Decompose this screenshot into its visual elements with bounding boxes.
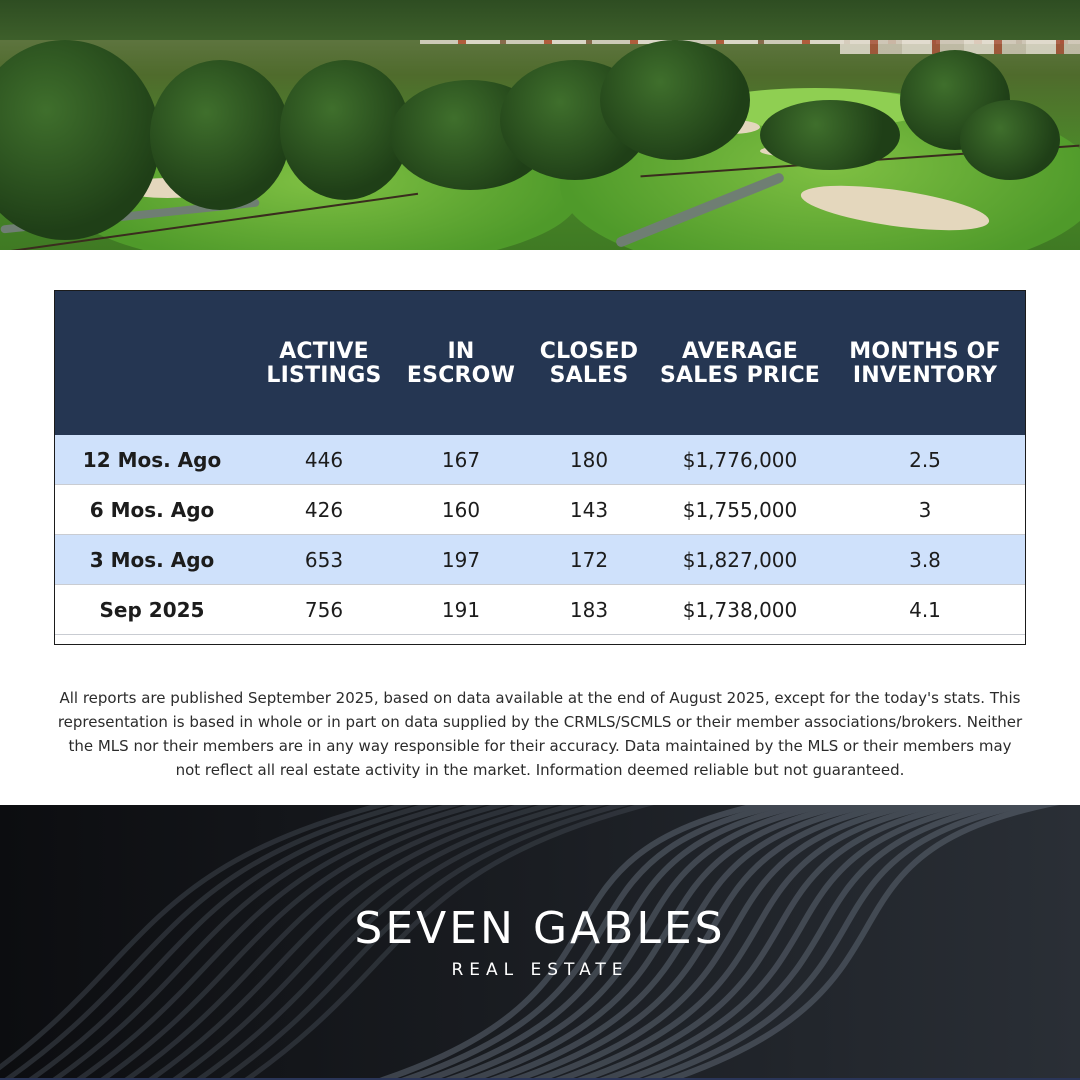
table-header-row bbox=[55, 291, 1025, 435]
header-closed-sales: CLOSED SALES bbox=[539, 339, 639, 388]
months-of-inventory-value: 3 bbox=[918, 498, 932, 522]
row-label: 12 Mos. Ago bbox=[82, 448, 222, 472]
hero-treeline bbox=[0, 0, 1080, 40]
market-stats-table bbox=[54, 290, 1026, 645]
hero-tree bbox=[600, 40, 750, 160]
hero-tree bbox=[150, 60, 290, 210]
brand-name: SEVEN GABLES bbox=[354, 903, 726, 954]
header-in-escrow: IN ESCROW bbox=[406, 339, 516, 388]
in-escrow-value: 191 bbox=[441, 598, 481, 622]
brand-tagline: REAL ESTATE bbox=[451, 960, 629, 980]
data-disclaimer: All reports are published September 2025, based on data available at the end of August 2025, except for the today's stats. This representation is based in whole or in part on data supplied by the CRMLS/SCMLS or their member associations/brokers. Neither the MLS nor their members are in any way responsible for their accuracy. Data maintained by the MLS or their members may not reflect all real estate activity in the market. Information deemed reliable but not guaranteed. bbox=[57, 689, 1023, 779]
months-of-inventory-value: 2.5 bbox=[909, 448, 941, 472]
table-row bbox=[55, 485, 1025, 535]
active-listings-value: 756 bbox=[304, 598, 344, 622]
brand-footer-banner bbox=[0, 805, 1080, 1080]
header-months-of-inventory: MONTHS OF INVENTORY bbox=[849, 339, 1001, 388]
table-row bbox=[55, 535, 1025, 585]
header-active-listings: ACTIVE LISTINGS bbox=[266, 339, 382, 388]
table-row bbox=[55, 435, 1025, 485]
closed-sales-value: 183 bbox=[569, 598, 609, 622]
months-of-inventory-value: 4.1 bbox=[909, 598, 941, 622]
active-listings-value: 653 bbox=[304, 548, 344, 572]
row-label: Sep 2025 bbox=[99, 598, 205, 622]
average-sales-price-value: $1,776,000 bbox=[682, 448, 798, 472]
average-sales-price-value: $1,827,000 bbox=[682, 548, 798, 572]
row-label: 6 Mos. Ago bbox=[89, 498, 215, 522]
table-row bbox=[55, 585, 1025, 635]
active-listings-value: 426 bbox=[304, 498, 344, 522]
hero-tree bbox=[960, 100, 1060, 180]
closed-sales-value: 180 bbox=[569, 448, 609, 472]
header-average-sales-price: AVERAGE SALES PRICE bbox=[659, 339, 821, 388]
row-label: 3 Mos. Ago bbox=[89, 548, 215, 572]
in-escrow-value: 197 bbox=[441, 548, 481, 572]
hero-tree bbox=[760, 100, 900, 170]
hero-golf-course-photo bbox=[0, 0, 1080, 250]
average-sales-price-value: $1,755,000 bbox=[682, 498, 798, 522]
active-listings-value: 446 bbox=[304, 448, 344, 472]
closed-sales-value: 143 bbox=[569, 498, 609, 522]
in-escrow-value: 167 bbox=[441, 448, 481, 472]
average-sales-price-value: $1,738,000 bbox=[682, 598, 798, 622]
closed-sales-value: 172 bbox=[569, 548, 609, 572]
in-escrow-value: 160 bbox=[441, 498, 481, 522]
months-of-inventory-value: 3.8 bbox=[909, 548, 941, 572]
